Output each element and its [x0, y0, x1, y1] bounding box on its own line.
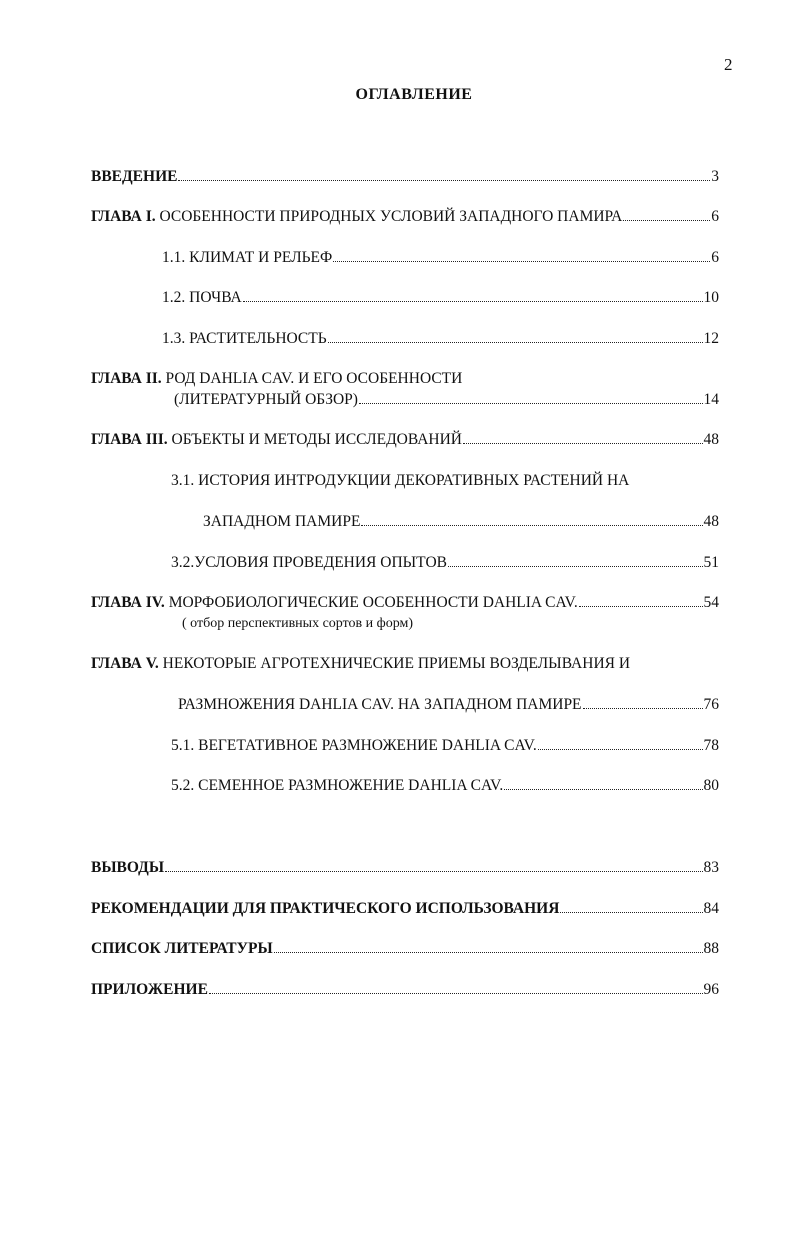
toc-entry-chapter-1[interactable]	[91, 208, 719, 226]
toc-entry-label: 1.3. РАСТИТЕЛЬНОСТЬ	[162, 330, 327, 347]
dot-leader	[504, 789, 702, 790]
toc-entry-page: 88	[703, 940, 719, 957]
dot-leader	[538, 749, 703, 750]
dot-leader	[448, 566, 703, 567]
dot-leader	[209, 993, 703, 994]
toc-entry-section-3-1-line1[interactable]: 3.1. ИСТОРИЯ ИНТРОДУКЦИИ ДЕКОРАТИВНЫХ РАСТЕНИЙ НА	[171, 472, 630, 489]
dot-leader	[328, 342, 703, 343]
toc-entry-label	[91, 208, 622, 226]
toc-entry-section-5-1[interactable]	[171, 737, 719, 755]
dot-leader	[560, 912, 702, 913]
toc-entry-chapter-5-line1[interactable]	[91, 655, 630, 673]
chapter-prefix: ГЛАВА II.	[91, 370, 162, 387]
dot-leader	[165, 871, 702, 872]
page-number: 2	[724, 55, 733, 74]
toc-entry-page: 14	[703, 391, 719, 408]
toc-entry-label: 1.1. КЛИМАТ И РЕЛЬЕФ	[162, 249, 333, 266]
toc-entry-introduction[interactable]	[91, 168, 719, 186]
toc-entry-recommendations[interactable]	[91, 900, 719, 918]
toc-entry-conclusions[interactable]	[91, 859, 719, 877]
toc-entry-chapter-4[interactable]	[91, 594, 719, 612]
toc-entry-section-1-1[interactable]	[162, 249, 719, 267]
dot-leader	[274, 952, 703, 953]
toc-entry-page: 48	[703, 513, 719, 530]
chapter-prefix: ГЛАВА IV.	[91, 594, 165, 611]
toc-entry-page: 6	[711, 208, 719, 225]
toc-entry-label: ПРИЛОЖЕНИЕ	[91, 981, 208, 998]
toc-entry-page: 12	[703, 330, 719, 347]
chapter-title: ОБЪЕКТЫ И МЕТОДЫ ИССЛЕДОВАНИЙ	[167, 431, 462, 448]
toc-entry-page: 54	[703, 594, 719, 611]
toc-entry-appendix[interactable]	[91, 981, 719, 999]
dot-leader	[178, 180, 710, 181]
toc-entry-label	[91, 594, 578, 612]
toc-entry-page: 3	[711, 168, 719, 185]
chapter-4-note: ( отбор перспективных сортов и форм)	[182, 616, 414, 631]
dot-leader	[583, 708, 703, 709]
toc-entry-page: 96	[703, 981, 719, 998]
chapter-prefix: ГЛАВА I.	[91, 208, 156, 225]
chapter-title: ОСОБЕННОСТИ ПРИРОДНЫХ УСЛОВИЙ ЗАПАДНОГО ПАМИРА	[155, 208, 623, 225]
dot-leader	[623, 220, 710, 221]
dot-leader	[333, 261, 710, 262]
toc-entry-chapter-5[interactable]	[178, 696, 719, 714]
toc-entry-section-5-2[interactable]	[171, 777, 719, 795]
chapter-prefix: ГЛАВА III.	[91, 431, 168, 448]
chapter-title: МОРФОБИОЛОГИЧЕСКИЕ ОСОБЕННОСТИ DAHLIA CAV.	[164, 594, 578, 611]
toc-entry-label: 5.2. СЕМЕННОЕ РАЗМНОЖЕНИЕ DAHLIA CAV.	[171, 777, 504, 794]
toc-entry-page: 83	[703, 859, 719, 876]
toc-entry-page: 78	[703, 737, 719, 754]
toc-entry-label: РАЗМНОЖЕНИЯ DAHLIA CAV. НА ЗАПАДНОМ ПАМИРЕ	[178, 696, 582, 713]
toc-entry-section-1-2[interactable]	[162, 289, 719, 307]
toc-entry-label: 1.2. ПОЧВА	[162, 289, 242, 306]
toc-entry-label: 3.2.УСЛОВИЯ ПРОВЕДЕНИЯ ОПЫТОВ	[171, 554, 447, 571]
dot-leader	[361, 525, 702, 526]
page-title: ОГЛАВЛЕНИЕ	[355, 86, 473, 103]
toc-entry-section-3-1[interactable]	[203, 513, 719, 531]
dot-leader	[579, 606, 703, 607]
toc-entry-label: СПИСОК ЛИТЕРАТУРЫ	[91, 940, 273, 957]
toc-entry-references[interactable]	[91, 940, 719, 958]
dot-leader	[463, 443, 703, 444]
toc-entry-page: 84	[703, 900, 719, 917]
toc-entry-label	[91, 431, 462, 449]
dot-leader	[359, 403, 703, 404]
toc-entry-section-3-2[interactable]	[171, 554, 719, 572]
toc-entry-page: 51	[703, 554, 719, 571]
toc-entry-page: 48	[703, 431, 719, 448]
toc-entry-label: РЕКОМЕНДАЦИИ ДЛЯ ПРАКТИЧЕСКОГО ИСПОЛЬЗОВАНИЯ	[91, 900, 560, 917]
chapter-title: НЕКОТОРЫЕ АГРОТЕХНИЧЕСКИЕ ПРИЕМЫ ВОЗДЕЛЫВАНИЯ И	[158, 655, 631, 672]
toc-entry-chapter-3[interactable]	[91, 431, 719, 449]
toc-entry-label: (ЛИТЕРАТУРНЫЙ ОБЗОР)	[174, 391, 358, 408]
toc-entry-page: 76	[703, 696, 719, 713]
toc-entry-page: 80	[703, 777, 719, 794]
toc-entry-page: 10	[703, 289, 719, 306]
toc-entry-chapter-2-line1[interactable]	[91, 370, 462, 388]
toc-entry-chapter-2[interactable]	[174, 391, 719, 409]
toc-entry-section-1-3[interactable]	[162, 330, 719, 348]
toc-entry-label: 5.1. ВЕГЕТАТИВНОЕ РАЗМНОЖЕНИЕ DAHLIA CAV.	[171, 737, 537, 754]
toc-entry-label: ВЫВОДЫ	[91, 859, 165, 876]
toc-entry-page: 6	[711, 249, 719, 266]
chapter-prefix: ГЛАВА V.	[91, 655, 159, 672]
toc-entry-label: ВВЕДЕНИЕ	[91, 168, 178, 185]
toc-entry-label: ЗАПАДНОМ ПАМИРЕ	[203, 513, 361, 530]
dot-leader	[243, 301, 703, 302]
chapter-title: РОД DAHLIA CAV. И ЕГО ОСОБЕННОСТИ	[161, 370, 463, 387]
